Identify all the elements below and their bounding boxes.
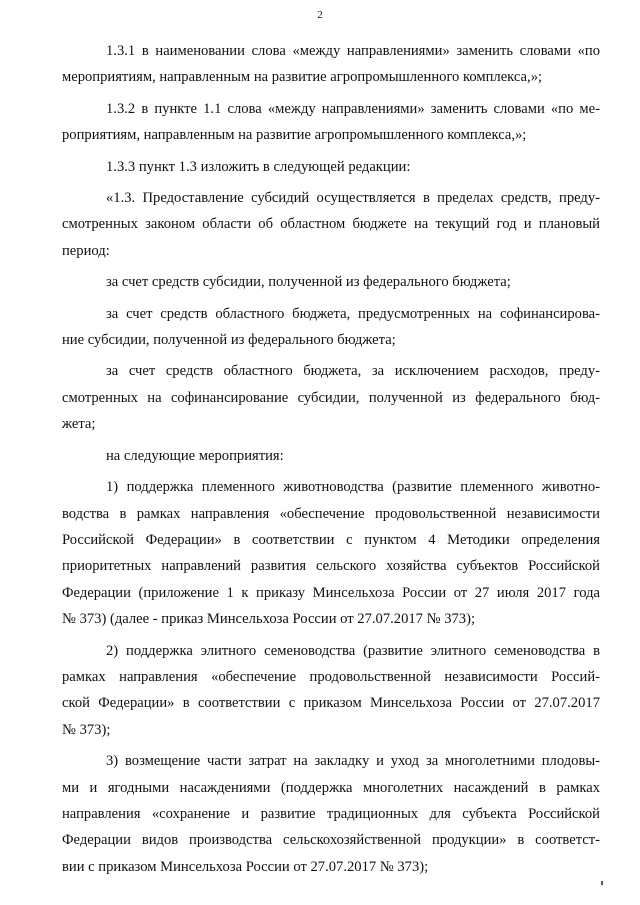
text-line: 1.3.1 в наименовании слова «между направлениями» заменить словами «по	[106, 43, 600, 59]
page-number: 2	[317, 9, 323, 21]
text-line: вии с приказом Минсельхоза России от 27.07.2017 № 373);	[62, 858, 429, 875]
paragraph	[62, 358, 600, 437]
text-line: период:	[62, 242, 110, 259]
text-line: направления «сохранение и развитие традиционных для субъекта Российской	[62, 805, 600, 822]
text-line: «1.3. Предоставление субсидий осуществляется в пределах средств, преду-	[106, 190, 600, 207]
text-line: Российской Федерации» в соответствии с пунктом 4 Методики определения	[62, 531, 600, 548]
text-line: мероприятиям, направленным на развитие агропромышленного комплекса,»;	[62, 69, 543, 86]
text-line: роприятиям, направленным на развитие агропромышленного комплекса,»;	[62, 127, 527, 144]
text-line: за счет средств областного бюджета, за исключением расходов, преду-	[106, 363, 600, 380]
text-line: ние субсидии, полученной из федерального бюджета;	[62, 332, 396, 349]
text-line: № 373) (далее - приказ Минсельхоза России от 27.07.2017 № 373);	[62, 611, 475, 628]
text-line: рамках направления «обеспечение продовольственной независимости Россий-	[62, 668, 600, 685]
text-line: смотренных законом области об областном бюджете на текущий год и плановый	[62, 216, 600, 233]
paragraph	[62, 474, 600, 632]
text-line: 3) возмещение части затрат на закладку и уход за многолетними плодовы-	[106, 753, 600, 770]
text-line: 2) поддержка элитного семеноводства (развитие элитного семеноводства в	[106, 642, 600, 659]
margin-mark	[601, 881, 603, 885]
text-line: Федерации (приложение 1 к приказу Минсельхоза России от 27 июля 2017 года	[62, 584, 600, 601]
text-line: за счет средств областного бюджета, предусмотренных на софинансирова-	[106, 305, 600, 322]
paragraph	[62, 38, 600, 91]
text-line: водства в рамках направления «обеспечение продовольственной независимости	[62, 505, 600, 522]
document-body	[62, 38, 600, 880]
text-line: ми и ягодными насаждениями (поддержка многолетних насаждений в рамках	[62, 779, 600, 796]
text-line: на следующие мероприятия:	[106, 447, 284, 464]
paragraph	[62, 185, 600, 264]
paragraph	[62, 301, 600, 354]
paragraph	[62, 154, 600, 180]
paragraph	[62, 638, 600, 744]
text-line: жета;	[62, 416, 96, 433]
text-line: 1) поддержка племенного животноводства (развитие племенного животно-	[106, 479, 600, 496]
text-line: ской Федерации» в соответствии с приказом Минсельхоза России от 27.07.2017	[62, 695, 600, 712]
text-line: 1.3.2 в пункте 1.1 слова «между направлениями» заменить словами «по ме-	[106, 100, 600, 117]
text-line: 1.3.3 пункт 1.3 изложить в следующей редакции:	[106, 158, 411, 175]
text-line: приоритетных направлений развития сельского хозяйства субъектов Российской	[62, 558, 600, 575]
paragraph	[62, 269, 600, 295]
text-line: Федерации видов производства сельскохозяйственной продукции» в соответст-	[62, 832, 600, 849]
paragraph	[62, 748, 600, 880]
paragraph	[62, 443, 600, 469]
text-line: смотренных на софинансирование субсидии, полученной из федерального бюд-	[62, 389, 600, 406]
text-line: № 373);	[62, 721, 111, 738]
paragraph	[62, 96, 600, 149]
text-line: за счет средств субсидии, полученной из федерального бюджета;	[106, 274, 511, 291]
